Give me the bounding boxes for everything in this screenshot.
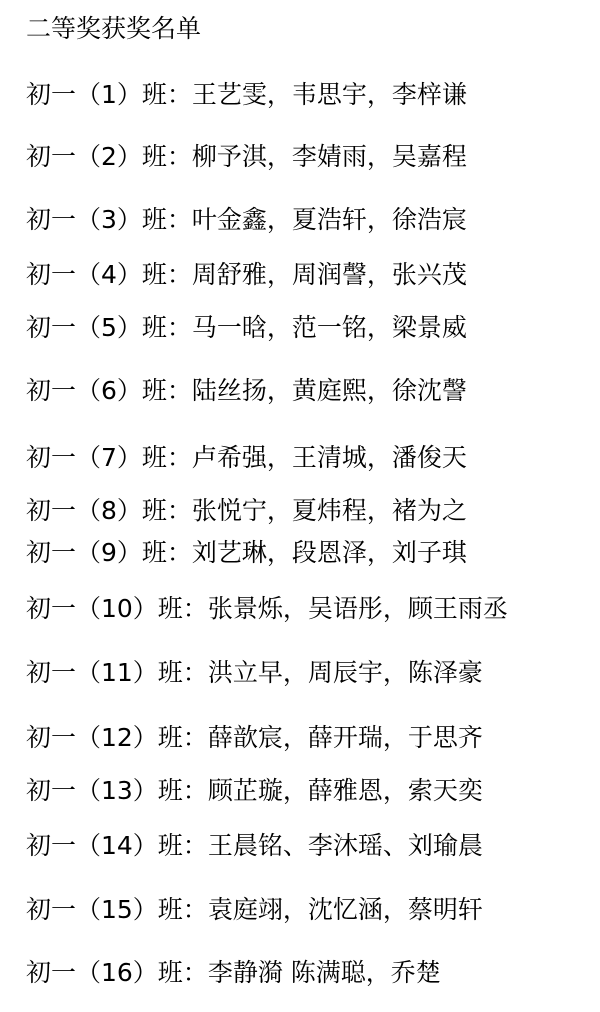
winner-names: 王晨铭、李沐瑶、刘瑜晨 <box>207 831 483 860</box>
list-item <box>26 893 483 927</box>
class-label: 初一（15）班： <box>26 895 208 924</box>
winner-names: 洪立早，周辰宇，陈泽豪 <box>207 658 483 687</box>
winner-names: 李静漪 陈满聪，乔楚 <box>207 958 441 987</box>
list-item <box>26 441 467 475</box>
winner-names: 马一晗，范一铭，梁景威 <box>191 313 467 342</box>
list-item <box>26 78 467 112</box>
class-label: 初一（14）班： <box>26 831 208 860</box>
class-label: 初一（3）班： <box>26 205 192 234</box>
list-item <box>26 311 467 345</box>
class-label: 初一（10）班： <box>26 594 208 623</box>
list-item <box>26 536 467 570</box>
winner-names: 周舒雅，周润謦，张兴茂 <box>191 260 467 289</box>
class-label: 初一（8）班： <box>26 496 192 525</box>
winner-names: 卢希强，王清城，潘俊天 <box>191 443 467 472</box>
class-label: 初一（13）班： <box>26 776 208 805</box>
class-label: 初一（7）班： <box>26 443 192 472</box>
list-item <box>26 721 483 755</box>
class-label: 初一（4）班： <box>26 260 192 289</box>
list-item <box>26 203 467 237</box>
list-item <box>26 956 441 990</box>
winner-names: 张景烁，吴语彤，顾王雨丞 <box>207 594 508 623</box>
list-item <box>26 494 467 528</box>
winner-names: 袁庭翊，沈忆涵，蔡明轩 <box>207 895 483 924</box>
class-label: 初一（11）班： <box>26 658 208 687</box>
class-label: 初一（1）班： <box>26 80 192 109</box>
list-item <box>26 774 483 808</box>
winner-names: 叶金鑫，夏浩轩，徐浩宸 <box>191 205 467 234</box>
list-item <box>26 829 483 863</box>
winner-names: 顾芷璇，薛雅恩，索天奕 <box>207 776 483 805</box>
winner-names: 王艺雯，韦思宇，李梓谦 <box>191 80 467 109</box>
list-item <box>26 592 508 626</box>
winner-names: 陆丝扬，黄庭熙，徐沈謦 <box>191 376 467 405</box>
list-item <box>26 656 483 690</box>
document-title: 二等奖获奖名单 <box>26 14 202 43</box>
class-label: 初一（5）班： <box>26 313 192 342</box>
class-label: 初一（9）班： <box>26 538 192 567</box>
class-label: 初一（16）班： <box>26 958 208 987</box>
class-label: 初一（2）班： <box>26 142 192 171</box>
list-item <box>26 258 467 292</box>
class-label: 初一（12）班： <box>26 723 208 752</box>
winner-names: 柳予淇，李婧雨，吴嘉程 <box>191 142 467 171</box>
winner-names: 刘艺琳，段恩泽，刘子琪 <box>191 538 467 567</box>
list-item <box>26 140 467 174</box>
winner-names: 张悦宁，夏炜程，褚为之 <box>191 496 467 525</box>
list-item <box>26 374 467 408</box>
winner-names: 薛歆宸，薛开瑞，于思齐 <box>207 723 483 752</box>
class-label: 初一（6）班： <box>26 376 192 405</box>
